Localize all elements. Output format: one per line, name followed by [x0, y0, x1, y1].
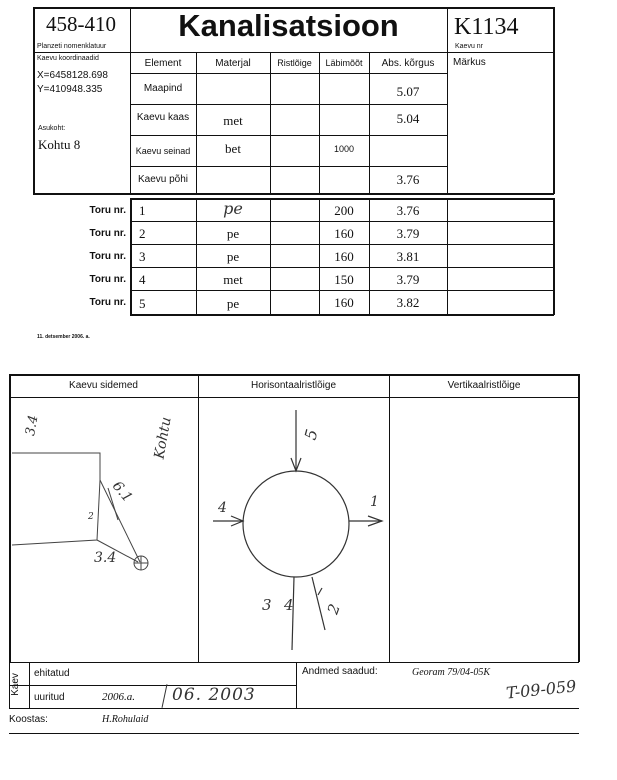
col-material: Materjal	[215, 58, 251, 69]
pipe-diameter: 160	[334, 295, 354, 310]
pipe-label: Toru nr.	[89, 297, 126, 308]
nomenclature-label: Planzeti nomenklatuur	[37, 43, 107, 50]
element-name: Kaevu põhi	[137, 174, 189, 185]
col-element: Element	[144, 58, 182, 69]
pipe-abs: 3.82	[396, 295, 420, 310]
col-abs-height: Abs. kõrgus	[381, 58, 435, 69]
element-name: Kaevu seinad	[135, 146, 191, 156]
element-abs: 5.04	[396, 111, 420, 126]
pipe-abs: 3.76	[396, 203, 420, 218]
source-value: Georam 79/04-05K	[412, 667, 491, 678]
annot-edge-measure: 6.1	[108, 478, 136, 506]
compiler-label: Koostas:	[9, 714, 48, 725]
pipe-number: 5	[139, 296, 146, 311]
pipe-material: met	[223, 272, 243, 287]
pipe-number: 3	[139, 249, 146, 264]
col-cross-section: Ristlõige	[277, 58, 312, 68]
pipe-number: 2	[139, 226, 146, 241]
ties-sketch	[12, 453, 148, 570]
element-name: Maapind	[143, 83, 183, 94]
compiler-value: H.Rohulaid	[102, 714, 149, 725]
horizontal-cross-section	[213, 410, 382, 650]
pipe-diameter: 160	[334, 226, 354, 241]
annot-corner-measure: 3.4	[94, 550, 117, 566]
pipe-label: Toru nr.	[89, 274, 126, 285]
pipe-label: Toru nr.	[89, 228, 126, 239]
pipe-diameter: 160	[334, 249, 354, 264]
location-value: Kohtu 8	[38, 137, 81, 152]
panel-title-ties: Kaevu sidemed	[69, 380, 138, 391]
pipe-material: pe	[226, 249, 240, 264]
pipe-label-5: 5	[300, 427, 322, 442]
panel-title-vertical: Vertikaalristlõige	[447, 380, 521, 391]
pipe-material: pe	[226, 226, 240, 241]
pipe-material: pe	[226, 296, 240, 311]
pipe-number: 1	[139, 203, 146, 218]
well-number-label: Kaevu nr	[455, 43, 484, 50]
pipe-label-3: 3	[262, 596, 272, 614]
kaev-label: Kaev	[9, 673, 21, 696]
element-abs: 3.76	[396, 172, 420, 187]
coordinates-label: Kaevu koordinaadid	[37, 55, 99, 62]
element-abs: 5.07	[396, 84, 420, 99]
col-remarks: Märkus	[453, 57, 486, 68]
surveyed-value: 2006.a.	[102, 691, 135, 703]
pipe-label-4: 4	[218, 500, 227, 516]
coordinate-x: X=6458128.698	[37, 70, 108, 81]
panel-title-horizontal: Horisontaalristlõige	[250, 380, 337, 391]
pipe-diameter: 150	[334, 272, 354, 287]
well-number: K1134	[454, 14, 519, 40]
pipe-label-4b: 4	[284, 596, 294, 614]
pipe-label: Toru nr.	[89, 251, 126, 262]
pipe-abs: 3.79	[396, 272, 420, 287]
surveyed-label: uuritud	[34, 692, 65, 703]
survey-date: 06. 2003	[172, 685, 256, 705]
element-material: bet	[225, 141, 241, 156]
pipe-label: Toru nr.	[89, 205, 126, 216]
pipe-abs: 3.81	[396, 249, 420, 264]
location-label: Asukoht:	[38, 125, 66, 132]
manhole-circle	[243, 471, 349, 577]
date-note: 11. detsember 2006. a.	[37, 334, 90, 340]
element-name: Kaevu kaas	[136, 112, 190, 123]
handwritten-ref: T-09-059	[505, 676, 578, 703]
element-material: met	[223, 113, 243, 128]
nomenclature-value: 458-410	[46, 12, 116, 36]
annot-street-name: Kohtu	[151, 415, 175, 461]
annot-small-mark: 2	[88, 512, 94, 522]
source-label: Andmed saadud:	[302, 666, 378, 677]
pipe-material: pe	[223, 199, 243, 218]
annot-top-number: 3.4	[23, 414, 42, 437]
page-title: Kanalisatsioon	[178, 8, 399, 43]
col-diameter: Läbimõõt	[325, 58, 363, 68]
pipe-label-2: 2	[323, 601, 344, 617]
coordinate-y: Y=410948.335	[37, 84, 103, 95]
pipe-abs: 3.79	[396, 226, 420, 241]
pipe-label-1: 1	[370, 494, 379, 510]
pipe-number: 4	[139, 272, 146, 287]
pipe-diameter: 200	[334, 203, 354, 218]
built-label: ehitatud	[34, 668, 70, 679]
element-diameter: 1000	[333, 144, 355, 154]
